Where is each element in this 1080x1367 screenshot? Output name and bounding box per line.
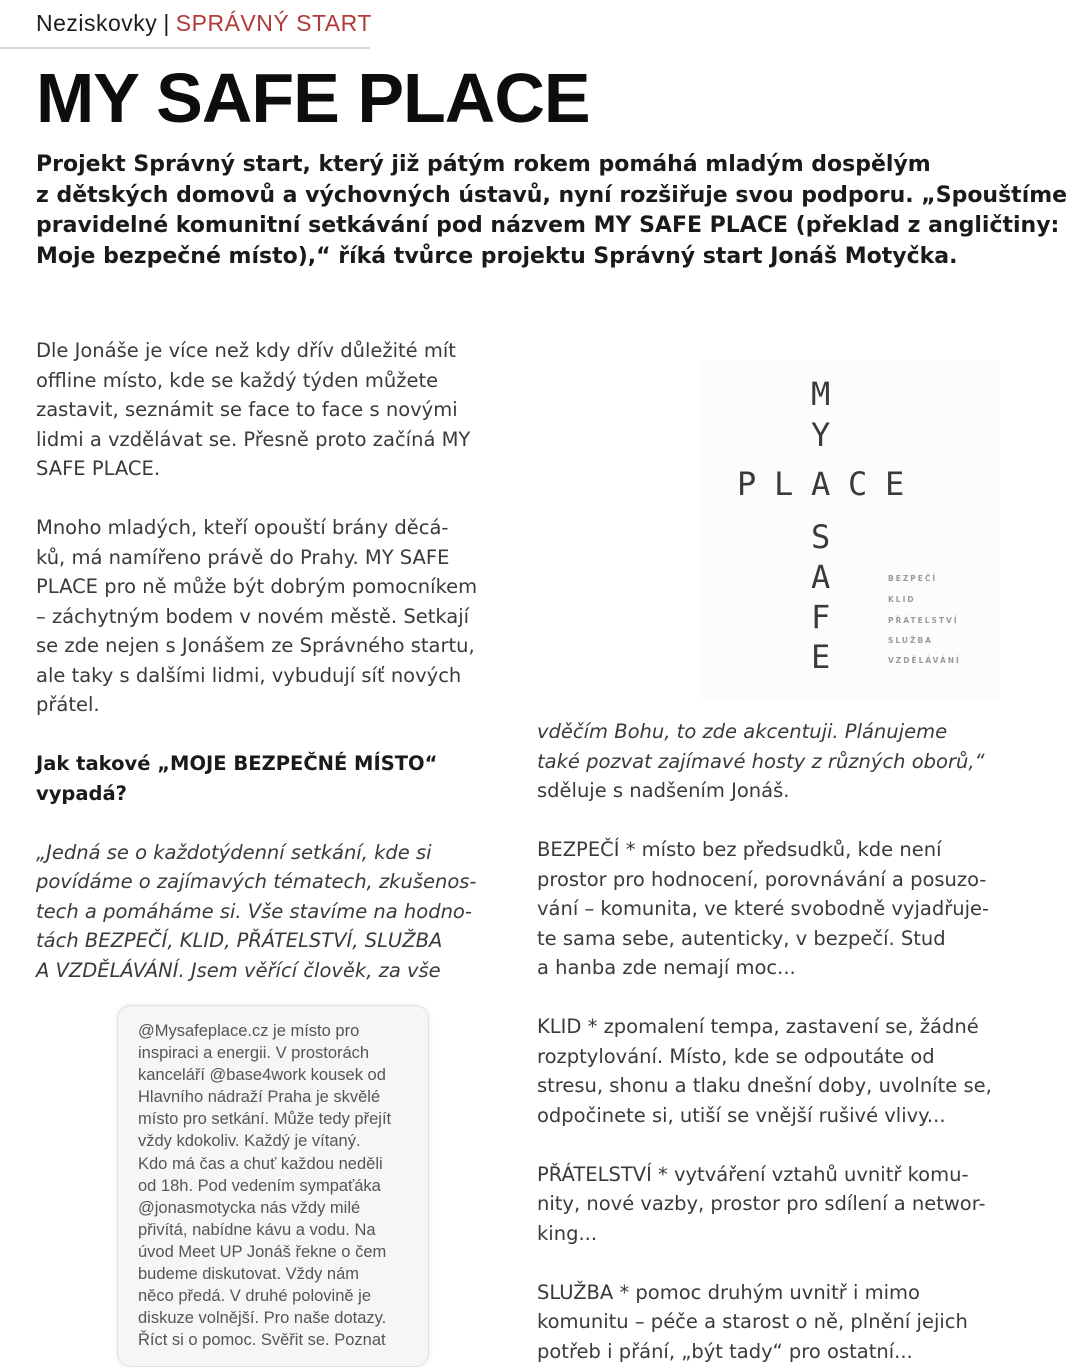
text-line: KLID * zpomalení tempa, zastavení se, žádné — [537, 1015, 979, 1038]
lead-line: z dětských domovů a výchovných ústavů, nyní rozšiřuje svou podporu. „Spouštíme — [36, 182, 1068, 208]
text-line: prostor pro hodnocení, porovnávání a posuzo- — [537, 867, 987, 891]
lead-line: Projekt Správný start, který již pátým rokem pomáhá mladým dospělým — [36, 152, 931, 177]
quote-line: také pozvat zajímavé hosty z různých oborů,“ — [537, 749, 985, 773]
header-divider — [0, 47, 370, 49]
logo-letter: C — [848, 465, 868, 503]
text-line: odpočinete si, utiší se vnější rušivé vlivy... — [537, 1103, 946, 1127]
logo-tagline: PŘÁTELSTVÍ — [888, 616, 959, 625]
section-separator: | — [163, 10, 170, 36]
logo-letter: Y — [811, 416, 831, 454]
post-line: Hlavního nádraží Praha je skvělé — [138, 1088, 381, 1107]
text-line: zastavit, seznámit se face to face s novými — [36, 398, 458, 421]
logo-letter: M — [811, 375, 831, 413]
quote-line: A VZDĚLÁVÁNÍ. Jsem věřící člověk, za vše — [36, 958, 441, 982]
quote-line: tách BEZPEČÍ, KLID, PŘÁTELSTVÍ, SLUŽBA — [36, 929, 443, 952]
subheading-line: Jak takové „MOJE BEZPEČNÉ MÍSTO“ — [36, 752, 438, 775]
post-line: něco předá. V druhé polovině je — [138, 1287, 371, 1306]
quote-ending — [537, 717, 1037, 806]
paragraph-prague — [36, 513, 506, 720]
social-post-screenshot — [117, 1005, 429, 1367]
value-pratelstvi — [537, 1160, 1037, 1249]
quote-line: „Jedná se o každotýdenní setkání, kde si — [36, 840, 432, 864]
text-line: stresu, shonu a tlaku dnešní doby, uvolníte se, — [537, 1074, 992, 1097]
text-line: se zde nejen s Jonášem ze Správného startu, — [36, 634, 475, 657]
quote-paragraph — [36, 838, 506, 986]
post-line: úvod Meet UP Jonáš řekne o čem — [138, 1242, 387, 1261]
quote-line: tech a pomáháme si. Vše stavíme na hodno- — [36, 899, 472, 923]
text-line: komunitu – péče a starost o ně, plnění jejich — [537, 1310, 968, 1333]
section-label: Neziskovky — [36, 10, 158, 36]
post-line: místo pro setkání. Může tedy přejít — [138, 1110, 392, 1129]
text-line: te sama sebe, autenticky, v bezpečí. Stud — [537, 926, 946, 950]
text-line: přátel. — [36, 693, 100, 716]
text-line: king... — [537, 1221, 598, 1245]
post-line: Říct si o pomoc. Svěřit se. Poznat — [138, 1331, 386, 1350]
section-header — [36, 10, 372, 37]
logo-letter: E — [885, 465, 905, 503]
lead-line: Moje bezpečné místo),“ říká tvůrce projektu Správný start Jonáš Motyčka. — [36, 243, 958, 269]
text-line: potřeb i přání, „být tady“ pro ostatní... — [537, 1339, 913, 1363]
quote-attribution: sděluje s nadšením Jonáš. — [537, 779, 790, 802]
logo-tagline: VZDĚLÁVÁNÍ — [888, 656, 961, 665]
quote-line: vděčím Bohu, to zde akcentuji. Plánujeme — [537, 720, 948, 743]
post-line: Kdo má čas a chuť každou neděli — [138, 1154, 383, 1173]
post-line: @jonasmotycka nás vždy milé — [138, 1198, 361, 1217]
text-line: PLACE pro ně může být dobrým pomocníkem — [36, 575, 478, 598]
text-line: lidmi a vzdělávat se. Přesně proto začíná MY — [36, 427, 471, 451]
post-line: přivítá, nabídne kávu a vodu. Na — [138, 1220, 376, 1239]
text-line: – záchytným bodem v novém městě. Setkají — [36, 604, 470, 628]
logo-tagline: SLUŽBA — [888, 636, 933, 645]
post-text — [138, 1020, 420, 1351]
text-line: Dle Jonáše je více než kdy dřív důležité mít — [36, 339, 456, 362]
text-line: ků, má namířeno právě do Prahy. MY SAFE — [36, 545, 450, 569]
left-column — [36, 336, 506, 985]
quote-line: povídáme o zajímavých tématech, zkušenos- — [36, 870, 477, 893]
subheading-line: vypadá? — [36, 781, 127, 805]
text-line: SLUŽBA * pomoc druhým uvnitř i mimo — [537, 1280, 920, 1304]
text-line: ale taky s dalšími lidmi, vybudují síť nových — [36, 663, 462, 687]
lead-line: pravidelné komunitní setkávání pod názvem MY SAFE PLACE (překlad z angličtiny: — [36, 213, 1060, 238]
right-column — [537, 717, 1037, 1366]
text-line: rozptylování. Místo, kde se odpoutáte od — [537, 1044, 935, 1068]
my-safe-place-logo — [700, 360, 1000, 700]
logo-letter: P — [737, 465, 757, 503]
text-line: BEZPEČÍ * místo bez předsudků, kde není — [537, 838, 942, 861]
logo-tagline: KLID — [888, 595, 916, 604]
post-line: vždy kdokoliv. Každý je vítaný. — [138, 1132, 361, 1151]
post-line: diskuze volnější. Pro naše dotazy. — [138, 1309, 387, 1328]
text-line: offline místo, kde se každý týden můžete — [36, 368, 439, 392]
logo-letter: S — [811, 518, 831, 556]
paragraph-intro — [36, 336, 506, 484]
logo-letter: A — [811, 465, 831, 503]
text-line: SAFE PLACE. — [36, 457, 161, 480]
logo-tagline: BEZPEČÍ — [888, 574, 938, 583]
post-line: kanceláří @base4work kousek od — [138, 1066, 386, 1085]
logo-letter: E — [811, 638, 831, 676]
text-line: nity, nové vazby, prostor pro sdílení a networ- — [537, 1192, 986, 1215]
post-line: inspiraci a energii. V prostorách — [138, 1044, 370, 1063]
text-line: vání – komunita, ve které svobodně vyjadřuje- — [537, 897, 990, 920]
post-line: @Mysafeplace.cz je místo pro — [138, 1022, 360, 1040]
value-bezpeci — [537, 835, 1037, 983]
logo-letter: A — [811, 558, 831, 596]
logo-letter: F — [811, 598, 831, 636]
article-headline: MY SAFE PLACE — [36, 59, 590, 137]
text-line: a hanba zde nemají moc... — [537, 956, 796, 979]
text-line: PŘÁTELSTVÍ * vytváření vztahů uvnitř komu- — [537, 1162, 969, 1186]
post-line: budeme diskutovat. Vždy nám — [138, 1265, 360, 1284]
article-lead — [36, 150, 1068, 272]
subheading — [36, 749, 506, 808]
value-sluzba — [537, 1278, 1037, 1367]
post-line: od 18h. Pod vedením sympaťáka — [138, 1176, 381, 1195]
text-line: Mnoho mladých, kteří opouští brány děcá- — [36, 516, 449, 539]
logo-letter: L — [774, 465, 794, 503]
value-klid — [537, 1012, 1037, 1130]
subsection-label: SPRÁVNÝ START — [175, 10, 372, 36]
